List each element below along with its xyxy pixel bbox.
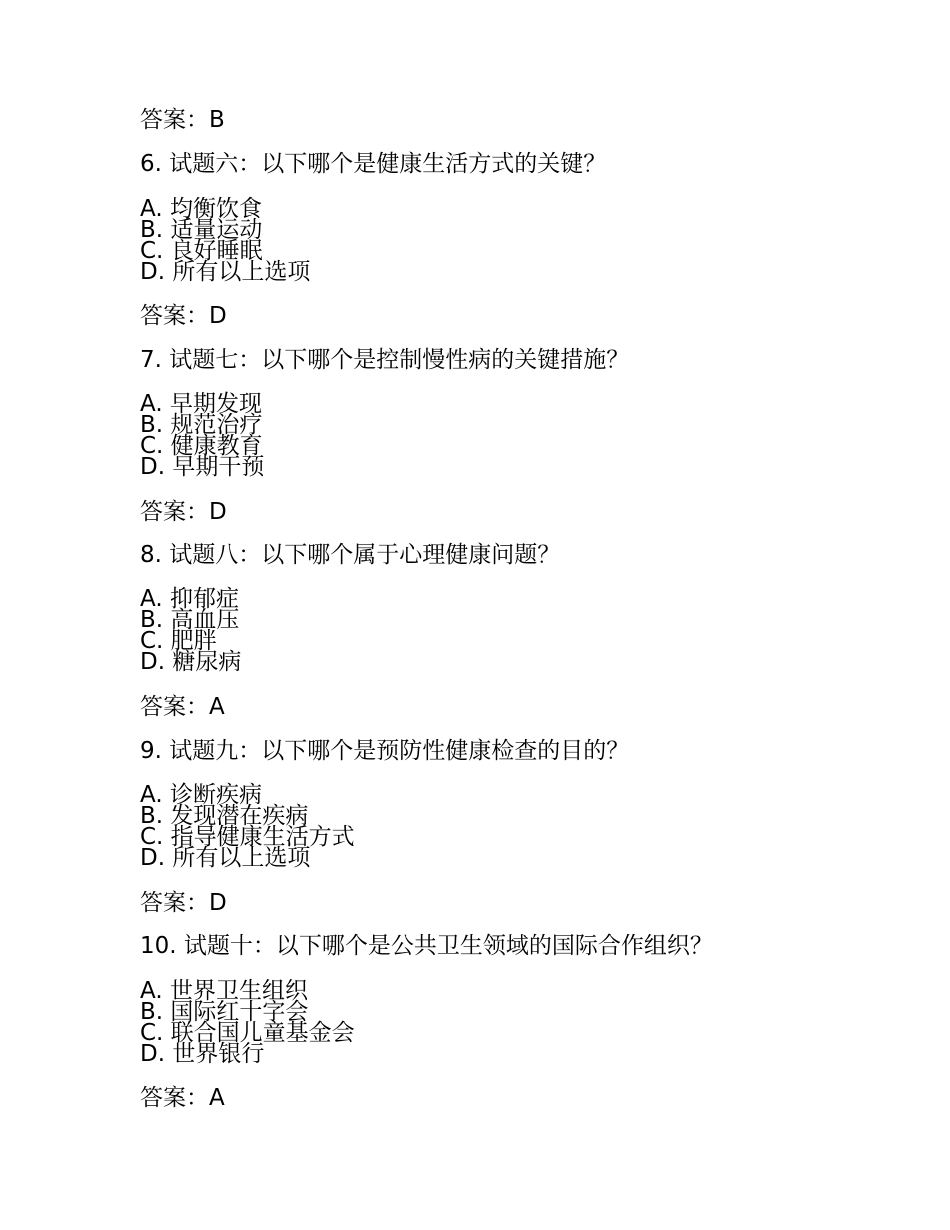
question-10-options [140,978,355,1067]
option-b: B. 高血压 [140,607,240,633]
answer-line: 答案：D [140,499,227,525]
question-8: 8. 试题八：以下哪个属于心理健康问题？ [140,542,561,568]
answer-line: 答案：D [140,303,227,329]
option-a: A. 均衡饮食 [140,196,262,222]
option-b: B. 规范治疗 [140,412,263,438]
question-7: 7. 试题七：以下哪个是控制慢性病的关键措施？ [140,347,630,373]
option-c: C. 联合国儿童基金会 [140,1020,355,1046]
question-7-options [140,391,265,480]
question-6-options [140,196,311,285]
option-b: B. 国际红十字会 [140,999,309,1025]
option-d: D. 所有以上选项 [140,259,311,285]
answer-line: 答案：B [140,107,225,133]
option-c: C. 良好睡眠 [140,238,263,264]
answer-line: 答案：A [140,694,225,720]
option-d: D. 糖尿病 [140,649,242,675]
answer-line: 答案：D [140,890,227,916]
option-c: C. 指导健康生活方式 [140,824,355,850]
option-c: C. 肥胖 [140,628,217,654]
question-10: 10. 试题十：以下哪个是公共卫生领域的国际合作组织？ [140,933,713,959]
option-b: B. 适量运动 [140,217,263,243]
question-9-options [140,782,355,871]
option-d: D. 所有以上选项 [140,845,311,871]
question-8-options [140,586,242,675]
option-c: C. 健康教育 [140,433,263,459]
option-d: D. 世界银行 [140,1041,265,1067]
answer-line: 答案：A [140,1085,225,1111]
question-6: 6. 试题六：以下哪个是健康生活方式的关键？ [140,151,607,177]
option-a: A. 诊断疾病 [140,782,262,808]
option-a: A. 抑郁症 [140,586,239,612]
option-d: D. 早期干预 [140,454,265,480]
option-b: B. 发现潜在疾病 [140,803,309,829]
option-a: A. 世界卫生组织 [140,978,308,1004]
option-a: A. 早期发现 [140,391,262,417]
question-9: 9. 试题九：以下哪个是预防性健康检查的目的？ [140,738,630,764]
